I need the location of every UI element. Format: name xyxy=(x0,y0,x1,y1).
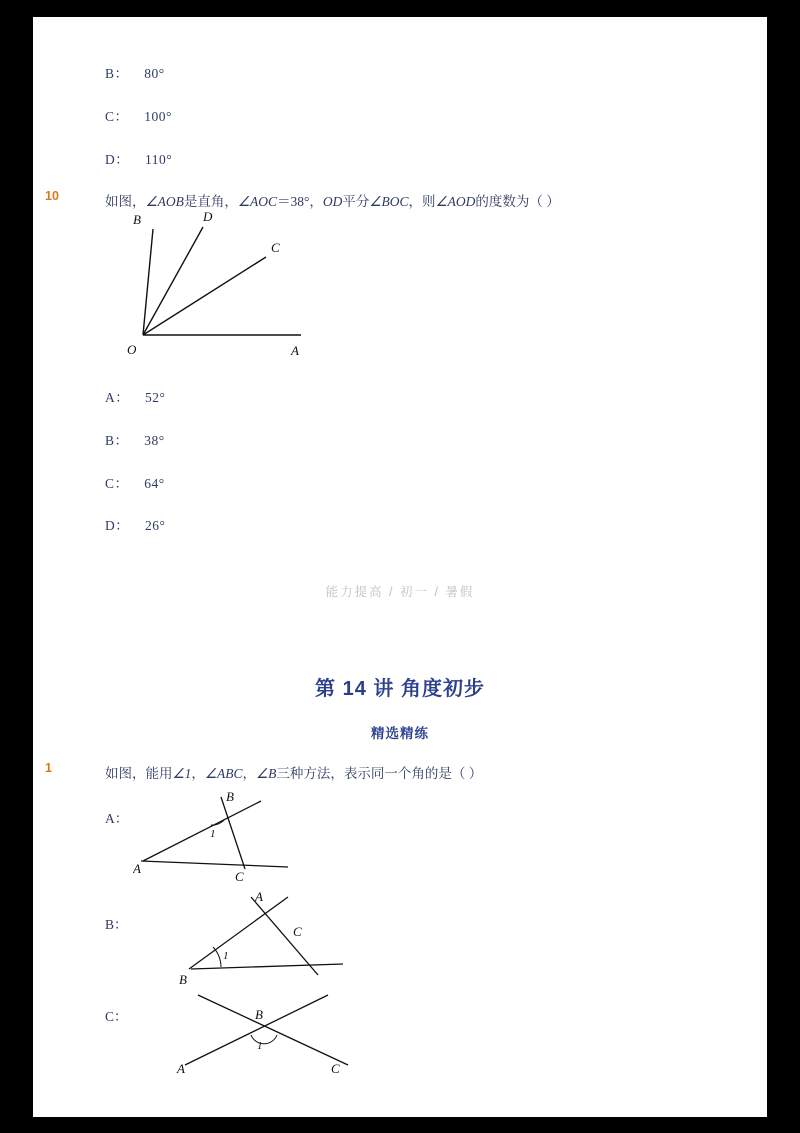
figure-label-B: B xyxy=(226,789,234,804)
figure-label-1: 1 xyxy=(210,828,216,840)
stem-part: OD xyxy=(322,194,343,209)
figure-question-10 xyxy=(111,207,351,372)
figure-label-A: A xyxy=(177,1061,185,1076)
figure-option-b xyxy=(143,889,358,989)
choice-label: C： xyxy=(105,109,129,124)
choice-label: C： xyxy=(105,476,129,491)
figure-label-B: B xyxy=(133,212,141,227)
stem-part: 平分 xyxy=(342,194,370,209)
figure-option-c xyxy=(143,977,358,1077)
figure-label-1: 1 xyxy=(223,950,229,962)
choice-d-prev xyxy=(105,148,172,168)
figure-label-B: B xyxy=(255,1007,263,1022)
figure-label-A: A xyxy=(255,889,263,904)
stem-part: ∠AOB xyxy=(145,194,184,209)
chapter-title: 第 14 讲 角度初步 xyxy=(315,678,485,700)
figure-label-B: B xyxy=(179,972,187,987)
choice-b-prev xyxy=(105,62,165,82)
choice-d-q10 xyxy=(105,514,165,534)
stem-part: 如图，能用 xyxy=(105,766,173,781)
figure-label-C: C xyxy=(331,1061,340,1076)
page-watermark: 能力提高 / 初一 / 暑假 xyxy=(325,585,475,599)
choice-label: B： xyxy=(105,433,129,448)
figure-label-C: C xyxy=(293,924,302,939)
choice-value: 80° xyxy=(144,66,165,81)
stem-part: ∠1 xyxy=(172,766,192,781)
option-b-letter: B： xyxy=(105,917,128,932)
choice-value: 52° xyxy=(145,390,166,405)
option-c-letter: C： xyxy=(105,1009,128,1024)
figure-label-1: 1 xyxy=(257,1040,263,1052)
figure-label-O: O xyxy=(127,342,137,357)
option-a-letter: A： xyxy=(105,811,129,826)
stem-part: ∠AOC xyxy=(237,194,277,209)
stem-part: ∠AOD xyxy=(435,194,476,209)
document-page xyxy=(33,17,767,1117)
section-title: 精选精练 xyxy=(371,726,429,741)
question-number-10: 10 xyxy=(45,189,59,203)
stem-part: ∠ABC xyxy=(204,766,243,781)
figure-label-C: C xyxy=(271,240,280,255)
choice-a-q10 xyxy=(105,386,165,406)
stem-part: ∠BOC xyxy=(369,194,409,209)
stem-part: ∠B xyxy=(255,766,277,781)
choice-label: D： xyxy=(105,518,130,533)
choice-label: D： xyxy=(105,152,130,167)
choice-label: A： xyxy=(105,390,130,405)
choice-value: 26° xyxy=(145,518,166,533)
choice-value: 110° xyxy=(145,152,173,167)
figure-label-C: C xyxy=(235,869,244,884)
choice-c-prev xyxy=(105,105,172,125)
choice-value: 64° xyxy=(144,476,165,491)
figure-option-a xyxy=(133,789,323,884)
stem-part: 是直角， xyxy=(183,194,238,209)
choice-b-q10 xyxy=(105,429,165,449)
figure-label-A: A xyxy=(291,343,299,358)
page-content xyxy=(33,17,767,1117)
choice-c-q10 xyxy=(105,472,165,492)
figure-label-D: D xyxy=(203,209,213,224)
stem-part: ， xyxy=(191,766,205,781)
stem-part: ， xyxy=(242,766,256,781)
stem-part: 的度数为（ ） xyxy=(475,194,560,209)
question-1-stem xyxy=(105,762,482,782)
stem-part: ＝38°， xyxy=(276,194,323,209)
choice-value: 38° xyxy=(144,433,165,448)
stem-part: 三种方法，表示同一个角的是（ ） xyxy=(276,766,483,781)
choice-value: 100° xyxy=(144,109,172,124)
stem-part: ，则 xyxy=(408,194,436,209)
figure-label-A: A xyxy=(133,861,141,876)
choice-label: B： xyxy=(105,66,129,81)
stem-part: 如图， xyxy=(105,194,146,209)
question-number-1: 1 xyxy=(45,761,52,775)
